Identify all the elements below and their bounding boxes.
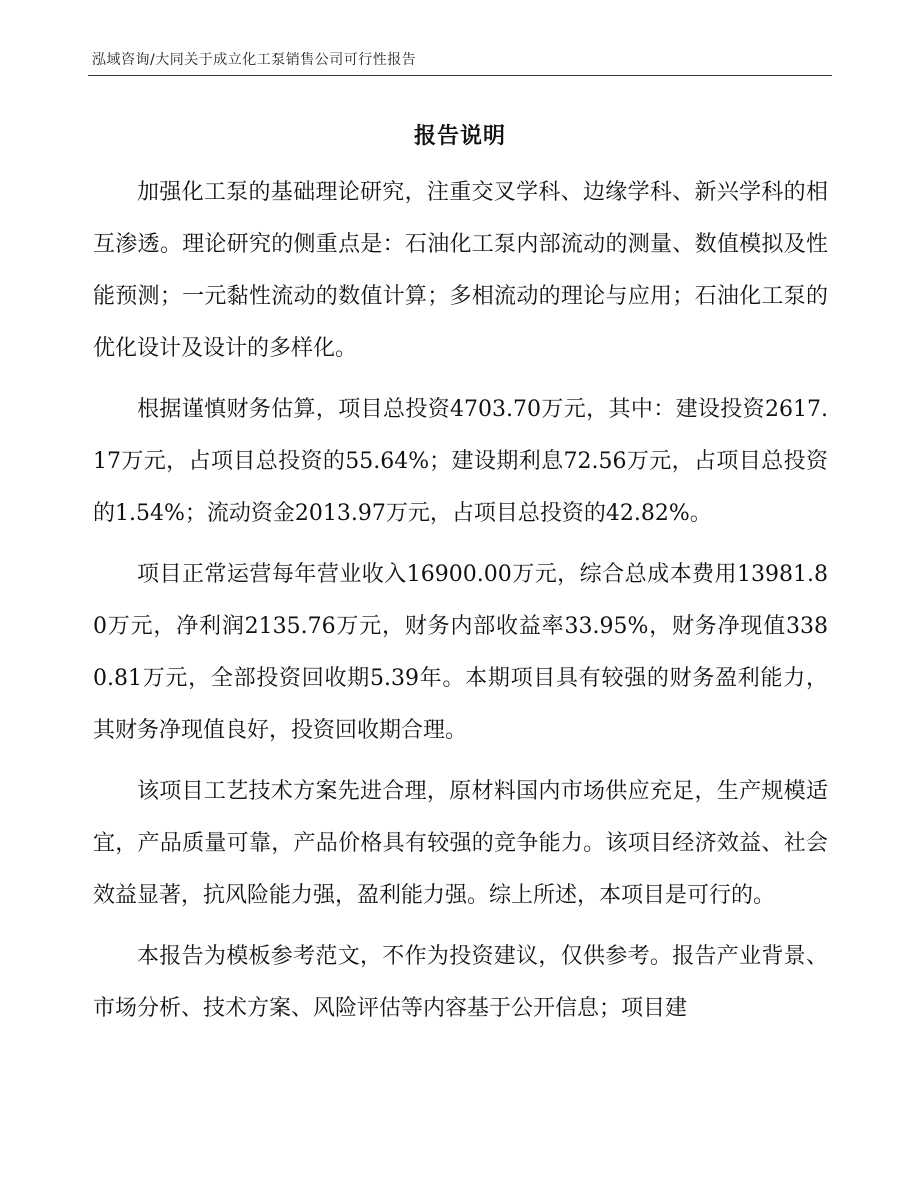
- document-body: [93, 167, 828, 1044]
- header-divider: [88, 75, 832, 76]
- paragraph-research-focus: 加强化工泵的基础理论研究，注重交叉学科、边缘学科、新兴学科的相互渗透。理论研究的侧重点是：石油化工泵内部流动的测量、数值模拟及性能预测；一元黏性流动的数值计算；多相流动的理论与应用；石油化工泵的优化设计及设计的多样化。: [93, 180, 828, 361]
- paragraph-disclaimer: 本报告为模板参考范文，不作为投资建议，仅供参考。报告产业背景、市场分析、技术方案、风险评估等内容基于公开信息；项目建: [93, 944, 828, 1021]
- paragraph-conclusion: 该项目工艺技术方案先进合理，原材料国内市场供应充足，生产规模适宜，产品质量可靠，产品价格具有较强的竞争能力。该项目经济效益、社会效益显著，抗风险能力强，盈利能力强。综上所述，本项目是可行的。: [93, 779, 828, 908]
- page-title: 报告说明: [413, 123, 506, 149]
- running-header: 泓域咨询/大同关于成立化工泵销售公司可行性报告: [92, 52, 417, 68]
- paragraph-financials: 项目正常运营每年营业收入16900.00万元，综合总成本费用13981.80万元，净利润2135.76万元，财务内部收益率33.95%，财务净现值3380.81万元，全部投资回收期5.39年。本期项目具有较强的财务盈利能力，其财务净现值良好，投资回收期合理。: [93, 562, 828, 743]
- paragraph-investment: 根据谨慎财务估算，项目总投资4703.70万元，其中：建设投资2617.17万元，占项目总投资的55.64%；建设期利息72.56万元，占项目总投资的1.54%；流动资金2013.97万元，占项目总投资的42.82%。: [93, 397, 828, 526]
